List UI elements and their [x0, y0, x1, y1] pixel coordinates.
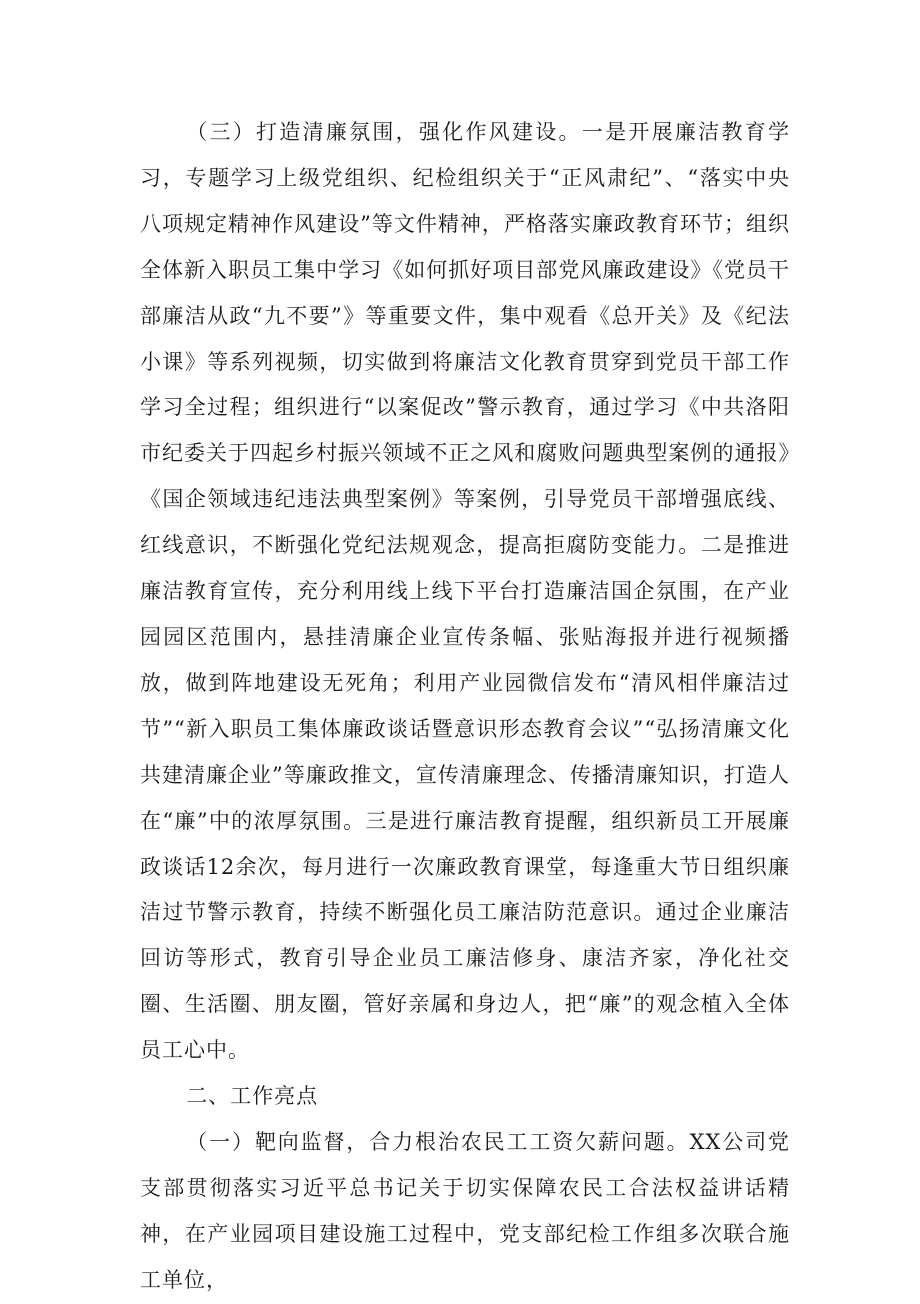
- paragraph-wage-supervision: （一）靶向监督，合力根治农民工工资欠薪问题。XX公司党支部贯彻落实习近平总书记关于切实保障农民工合法权益讲话精神，在产业园项目建设施工过程中，党支部纪检工作组多次联合施工单位，: [140, 1129, 790, 1292]
- section-heading-work-highlights: 二、工作亮点: [186, 1084, 319, 1109]
- paragraph-building-integrity-atmosphere: （三）打造清廉氛围，强化作风建设。一是开展廉洁教育学习，专题学习上级党组织、纪检组织关于“正风肃纪”、“落实中央八项规定精神作风建设”等文件精神，严格落实廉政教育环节；组织全体新入职员工集中学习《如何抓好项目部党风廉政建设》《党员干部廉洁从政“九不要”》等重要文件，集中观看《总开关》及《纪法小课》等系列视频，切实做到将廉洁文化教育贯穿到党员干部工作学习全过程；组织进行“以案促改”警示教育，通过学习《中共洛阳市纪委关于四起乡村振兴领域不正之风和腐败问题典型案例的通报》《国企领域违纪违法典型案例》等案例，引导党员干部增强底线、红线意识，不断强化党纪法规观念，提高拒腐防变能力。二是推进廉洁教育宣传，充分利用线上线下平台打造廉洁国企氛围，在产业园园区范围内，悬挂清廉企业宣传条幅、张贴海报并进行视频播放，做到阵地建设无死角；利用产业园微信发布“清风相伴廉洁过节”“新入职员工集体廉政谈话暨意识形态教育会议”“弘扬清廉文化共建清廉企业”等廉政推文，宣传清廉理念、传播清廉知识，打造人在“廉”中的浓厚氛围。三是进行廉洁教育提醒，组织新员工开展廉政谈话12余次，每月进行一次廉政教育课堂，每逢重大节日组织廉洁过节警示教育，持续不断强化员工廉洁防范意识。通过企业廉洁回访等形式，教育引导企业员工廉洁修身、康洁齐家，净化社交圈、生活圈、朋友圈，管好亲属和身边人，把“廉”的观念植入全体员工心中。: [140, 120, 790, 1063]
- document-body: [140, 110, 790, 1304]
